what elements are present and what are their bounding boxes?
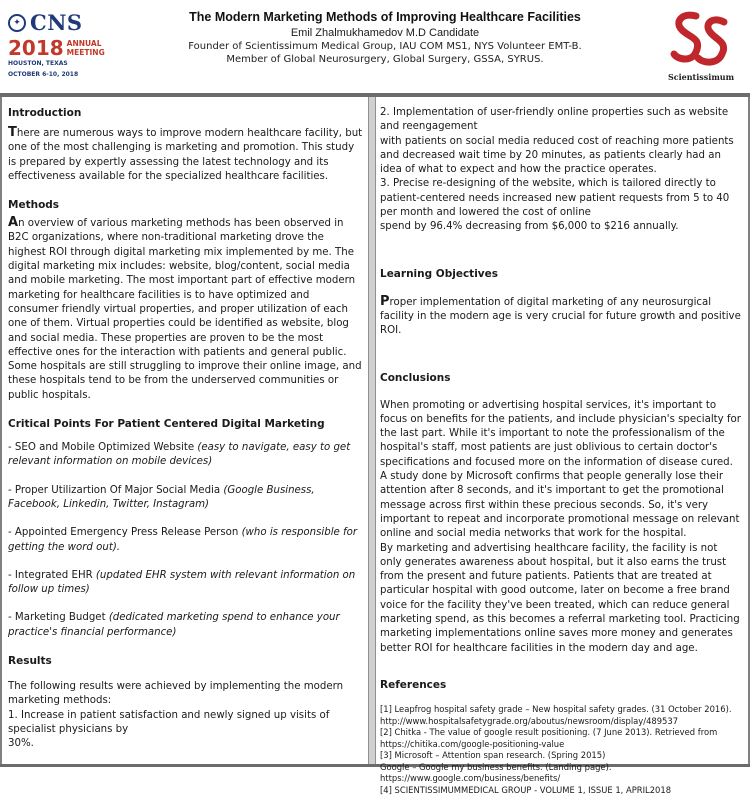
critical-point-label: - Marketing Budget <box>8 612 109 624</box>
cns-logo <box>8 10 105 82</box>
critical-point-label: - SEO and Mobile Optimized Website <box>8 442 198 454</box>
conclusions-para-2: By marketing and advertising healthcare facility, the facility is not only generates awareness about hospital, but it also earns the trust from the present and future patients. Patients that are treated at particular hospital with good outcome, later on become a free brand voice for the facility they've been treated, which can reduce general marketing spend, as this becomes a referral marketing tool. Practicing marketing implementations online saves more money and generates better ROI for healthcare facilities in the modern day and age. <box>380 542 740 654</box>
column-separator <box>368 97 376 765</box>
intro-heading: Introduction <box>8 107 82 119</box>
poster-header <box>0 0 750 92</box>
scientissimum-name: Scientissimum <box>667 72 735 82</box>
methods-heading: Methods <box>8 199 60 212</box>
cns-location: HOUSTON, TEXAS <box>8 60 68 67</box>
affiliation-2: Member of Global Neurosurgery, Global Surgery, GSSA, SYRUS. <box>226 54 544 65</box>
results-item-3a: 3. Precise re-designing of the website, which is tailored directly to patient-centered needs increased new patient requests from 5 to 40 per month and lowered the cost of online <box>380 178 730 219</box>
objectives-drop-cap: P <box>380 293 390 309</box>
scientissimum-logo <box>660 8 742 86</box>
intro-text <box>8 126 363 184</box>
results-item-1a: 1. Increase in patient satisfaction and newly signed up visits of specialist physicians by <box>8 709 330 735</box>
affiliation-1: Founder of Scientissimum Medical Group, IAU COM MS1, NYS Volunteer EMT-B. <box>188 41 582 52</box>
critical-point-note: (who is responsible for getting the word out). <box>8 527 358 553</box>
left-border <box>0 97 2 765</box>
critical-point <box>8 484 363 513</box>
critical-point-label: - Appointed Emergency Press Release Person <box>8 527 242 539</box>
right-column <box>380 106 742 797</box>
critical-point-label: - Integrated EHR <box>8 569 96 581</box>
critical-point-note: (dedicated marketing spend to enhance your practice's financial performance) <box>8 612 340 638</box>
critical-point-note: (updated EHR system with relevant information on follow up times) <box>8 569 356 596</box>
critical-point <box>8 611 363 640</box>
intro-drop-cap: T <box>8 125 17 140</box>
reference-item: Google – Google my business benefits. (Landing page). https://www.google.com/business/benefits/ <box>380 761 612 784</box>
references-heading: References <box>380 678 447 691</box>
double-s-icon <box>666 8 736 70</box>
cns-year: 2018 <box>8 36 64 60</box>
reference-item: [4] SCIENTISSIMUMMEDICAL GROUP - VOLUME 1, ISSUE 1, APRIL2018 <box>380 785 672 796</box>
critical-point-note: (easy to navigate, easy to get relevant information on mobile devices) <box>8 442 351 468</box>
critical-point <box>8 569 363 598</box>
critical-heading: Critical Points For Patient Centered Digital Marketing <box>8 418 325 431</box>
objectives-text <box>380 295 742 339</box>
cns-meeting-line-1: ANNUAL <box>66 39 102 48</box>
results-item-2a: 2. Implementation of user-friendly online properties such as website and reengagement <box>380 107 729 133</box>
results-intro: The following results were achieved by implementing the modern marketing methods: <box>8 681 344 707</box>
title-block <box>150 10 620 65</box>
objectives-body: roper implementation of digital marketing of any neurosurgical facility in the modern age is very crucial for future growth and positive ROI. <box>380 296 741 337</box>
critical-point-label: - Proper Utilizartion Of Major Social Media <box>8 484 224 496</box>
critical-point <box>8 441 363 470</box>
cns-dates: OCTOBER 6-10, 2018 <box>8 71 79 78</box>
poster-title: The Modern Marketing Methods of Improving Healthcare Facilities <box>189 10 581 24</box>
critical-point-note: (Google Business, Facebook, Linkedin, Twitter, Instagram) <box>8 484 315 510</box>
results-item-2b: with patients on social media reduced cost of reaching more patients and decreased wait time by 20 minutes, as patients clearly had an idea of what to expect and how the practice operates. <box>380 135 734 176</box>
critical-point <box>8 526 363 555</box>
cns-brand: CNS <box>30 10 83 35</box>
author: Emil Zhalmukhamedov M.D Candidate <box>290 27 480 39</box>
intro-body: here are numerous ways to improve modern healthcare facility, but one of the most challenging is marketing and promotion. This study is prepared by expertly assessing the latest technology and its effectiveness available for the specialized healthcare facilities. <box>8 128 363 182</box>
references-list <box>380 704 742 797</box>
left-column <box>8 106 363 752</box>
reference-item: [1] Leapfrog hospital safety grade – New hospital safety grades. (31 October 2016). http://www.hospitalsafetygrade.org/aboutus/newsroom/display/489537 <box>380 703 732 726</box>
conclusions-para-1: When promoting or advertising hospital services, it's important to focus on benefits for the patients, and include physician's specialty for the last part. While it's important to note the professionalism of the hospital's staff, most patients are just oblivious to certain doctor's specifications and focused more on the information of disease cured. A study done by Microsoft confirms that people generally lose their attention after 8 seconds, and it's important to get the promotional message across first within these precious seconds. So, it's very important to repeat and incorporate promotional message on relevant online and social media networks that work for the hospital. <box>380 399 741 540</box>
cns-meeting-line-2: MEETING <box>66 48 105 57</box>
methods-drop-cap: A <box>8 215 19 231</box>
methods-body: n overview of various marketing methods has been observed in B2C organizations, where non-traditional marketing drove the highest ROI through digital marketing mix implemented by me. The digital marketing mix includes: website, blog/content, social media and mobile marketing. The most important part of effective modern marketing for healthcare facilities is to have optimized and consumer friendly virtual properties, and proper utilization of each one of them. Virtual properties could be identified as website, blog and social media. These properties are proven to be the most effective ones for the interaction with patients and general public. Some hospitals are still struggling to improve their online image, and these hospitals tend to be from the underserved communities or public hospitals. <box>8 218 362 401</box>
methods-text <box>8 216 363 403</box>
results-item-1b: 30%. <box>8 738 34 750</box>
conclusions-heading: Conclusions <box>380 371 451 384</box>
results-item-3b: spend by 96.4% decreasing from $6,000 to $216 annually. <box>380 221 679 233</box>
reference-item: [2] Chitka - The value of google result positioning. (7 June 2013). Retrieved from https://chitika.com/google-positioning-value <box>380 727 718 749</box>
results-heading: Results <box>8 655 52 668</box>
objectives-heading: Learning Objectives <box>380 267 499 280</box>
reference-item: [3] Microsoft – Attention span research. (Spring 2015) <box>380 750 606 761</box>
cns-emblem-icon: ✦ <box>8 14 26 32</box>
